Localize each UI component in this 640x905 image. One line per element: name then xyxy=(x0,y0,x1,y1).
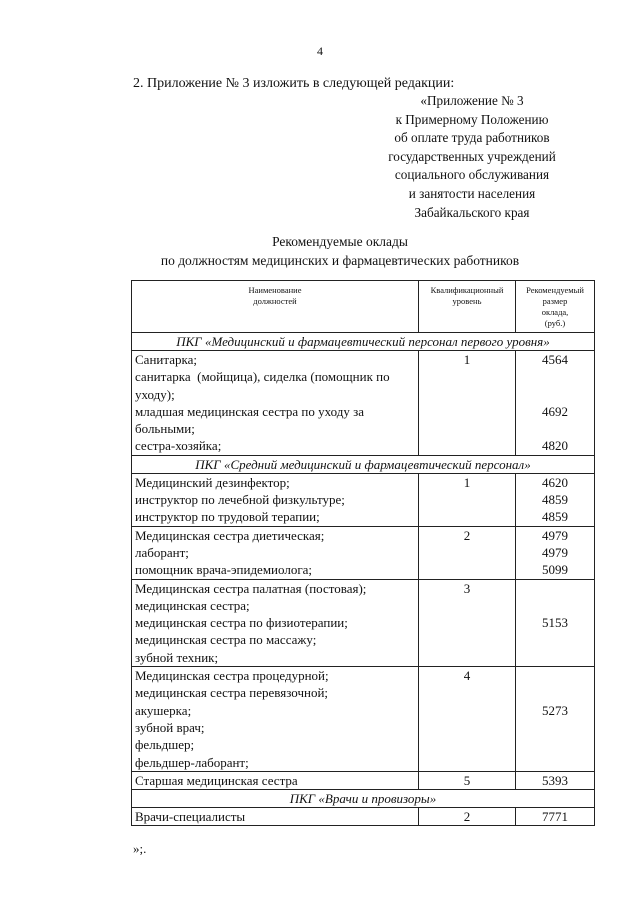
position-name: санитарка (мойщица), сиделка (помощник по xyxy=(135,369,390,385)
qualification-level-cell: 2 xyxy=(419,808,516,826)
salary-cell xyxy=(516,667,595,772)
salary-value xyxy=(516,631,594,648)
salary-value xyxy=(516,420,594,437)
salary-cell xyxy=(516,473,595,526)
table-header-row xyxy=(132,281,595,333)
column-header-name xyxy=(132,281,419,333)
salary-value xyxy=(516,368,594,385)
position-names-cell xyxy=(132,808,419,826)
salary-value: 5273 xyxy=(542,702,568,718)
position-names-cell xyxy=(132,351,419,456)
position-name: Санитарка; xyxy=(135,352,197,367)
position-name: уходу); xyxy=(135,386,175,402)
position-name: акушерка; xyxy=(135,702,192,718)
appendix-line: государственных учреждений xyxy=(388,148,556,164)
position-names-cell xyxy=(132,473,419,526)
header-text: Наименование xyxy=(248,285,302,295)
salary-value: 5393 xyxy=(542,772,568,788)
position-name: больными; xyxy=(135,421,195,437)
position-name: медицинская сестра по физиотерапии; xyxy=(135,615,348,631)
appendix-line: и занятости населения xyxy=(408,185,536,201)
salary-value: 4820 xyxy=(542,438,568,454)
salary-cell xyxy=(516,526,595,579)
salary-value xyxy=(516,597,594,614)
salary-value xyxy=(516,736,594,753)
header-text: (руб.) xyxy=(544,318,566,328)
salary-value xyxy=(516,649,594,666)
position-name: медицинская сестра по массажу; xyxy=(135,632,317,648)
qualification-level-cell: 3 xyxy=(419,579,516,666)
qualification-level-cell: 2 xyxy=(419,526,516,579)
salary-value: 4859 xyxy=(542,509,568,525)
salary-value: 5099 xyxy=(542,562,568,578)
header-text: Рекомендуемый xyxy=(526,285,584,295)
table-body xyxy=(132,333,595,826)
page-number: 4 xyxy=(317,44,323,58)
position-name: инструктор по лечебной физкультуре; xyxy=(135,492,345,508)
salary-value: 4859 xyxy=(542,492,568,508)
qualification-level-cell: 1 xyxy=(419,473,516,526)
appendix-line: «Приложение № 3 xyxy=(420,93,524,108)
salary-value: 4564 xyxy=(542,352,568,367)
heading-line: Рекомендуемые оклады xyxy=(272,234,408,249)
table-row xyxy=(132,667,595,772)
column-header-salary xyxy=(516,281,595,333)
salary-cell xyxy=(516,771,595,789)
position-name: помощник врача-эпидемиолога; xyxy=(135,562,313,578)
group-row xyxy=(132,455,595,473)
header-text: уровень xyxy=(452,296,482,306)
position-names-cell xyxy=(132,667,419,772)
position-name: Старшая медицинская сестра xyxy=(135,772,298,788)
salary-value xyxy=(516,667,594,684)
group-row xyxy=(132,790,595,808)
professional-group-title: ПКГ «Медицинский и фармацевтический персонал первого уровня» xyxy=(132,333,595,351)
position-name: медицинская сестра перевязочной; xyxy=(135,685,329,701)
appendix-line: социального обслуживания xyxy=(394,167,550,183)
table-row xyxy=(132,579,595,666)
header-text: должностей xyxy=(253,296,297,306)
column-header-level xyxy=(419,281,516,333)
salary-value: 7771 xyxy=(542,809,568,825)
salary-value: 4979 xyxy=(542,527,568,543)
header-text: размер xyxy=(542,296,568,306)
position-name: Медицинская сестра палатная (постовая); xyxy=(135,580,367,596)
header-text: оклада, xyxy=(541,307,569,317)
position-name: младшая медицинская сестра по уходу за xyxy=(135,403,365,419)
appendix-reference xyxy=(372,92,572,222)
appendix-line: к Примерному Положению xyxy=(395,111,549,127)
closing-quote: »;. xyxy=(133,841,147,856)
salary-value: 4620 xyxy=(542,474,568,490)
position-name: зубной техник; xyxy=(135,649,219,665)
amendment-item-2: 2. Приложение № 3 изложить в следующей редакции: xyxy=(133,76,455,91)
salary-value xyxy=(516,580,594,597)
heading-line: по должностям медицинских и фармацевтических работников xyxy=(160,253,520,268)
position-name: зубной врач; xyxy=(135,719,205,735)
salary-table xyxy=(131,280,595,826)
position-name: сестра-хозяйка; xyxy=(135,438,222,454)
position-names-cell xyxy=(132,771,419,789)
salary-cell xyxy=(516,351,595,456)
position-name: фельдшер-лаборант; xyxy=(135,754,249,770)
qualification-level-cell: 1 xyxy=(419,351,516,456)
position-name: лаборант; xyxy=(135,544,189,560)
table-row xyxy=(132,808,595,826)
position-name: Врачи-специалисты xyxy=(135,809,246,825)
table-row xyxy=(132,526,595,579)
qualification-level-cell: 5 xyxy=(419,771,516,789)
position-name: Медицинский дезинфектор; xyxy=(135,474,290,490)
professional-group-title: ПКГ «Средний медицинский и фармацевтический персонал» xyxy=(132,455,595,473)
salary-value xyxy=(516,386,594,403)
position-names-cell xyxy=(132,579,419,666)
salary-value xyxy=(516,719,594,736)
position-name: Медицинская сестра диетическая; xyxy=(135,527,325,543)
salary-value: 5153 xyxy=(542,615,568,631)
group-row xyxy=(132,333,595,351)
salary-cell xyxy=(516,579,595,666)
table-row xyxy=(132,771,595,789)
table-row xyxy=(132,473,595,526)
position-name: Медицинская сестра процедурной; xyxy=(135,668,329,684)
salary-value xyxy=(516,684,594,701)
qualification-level-cell: 4 xyxy=(419,667,516,772)
salary-value: 4692 xyxy=(542,403,568,419)
appendix-line: Забайкальского края xyxy=(414,204,530,220)
position-name: инструктор по трудовой терапии; xyxy=(135,509,320,525)
position-name: фельдшер; xyxy=(135,737,195,753)
salary-value xyxy=(516,754,594,771)
appendix-line: об оплате труда работников xyxy=(394,130,550,146)
professional-group-title: ПКГ «Врачи и провизоры» xyxy=(132,790,595,808)
header-text: Квалификационный xyxy=(430,285,504,295)
position-name: медицинская сестра; xyxy=(135,597,250,613)
table-heading xyxy=(150,232,530,270)
salary-cell xyxy=(516,808,595,826)
position-names-cell xyxy=(132,526,419,579)
table-row xyxy=(132,351,595,456)
salary-value: 4979 xyxy=(542,544,568,560)
